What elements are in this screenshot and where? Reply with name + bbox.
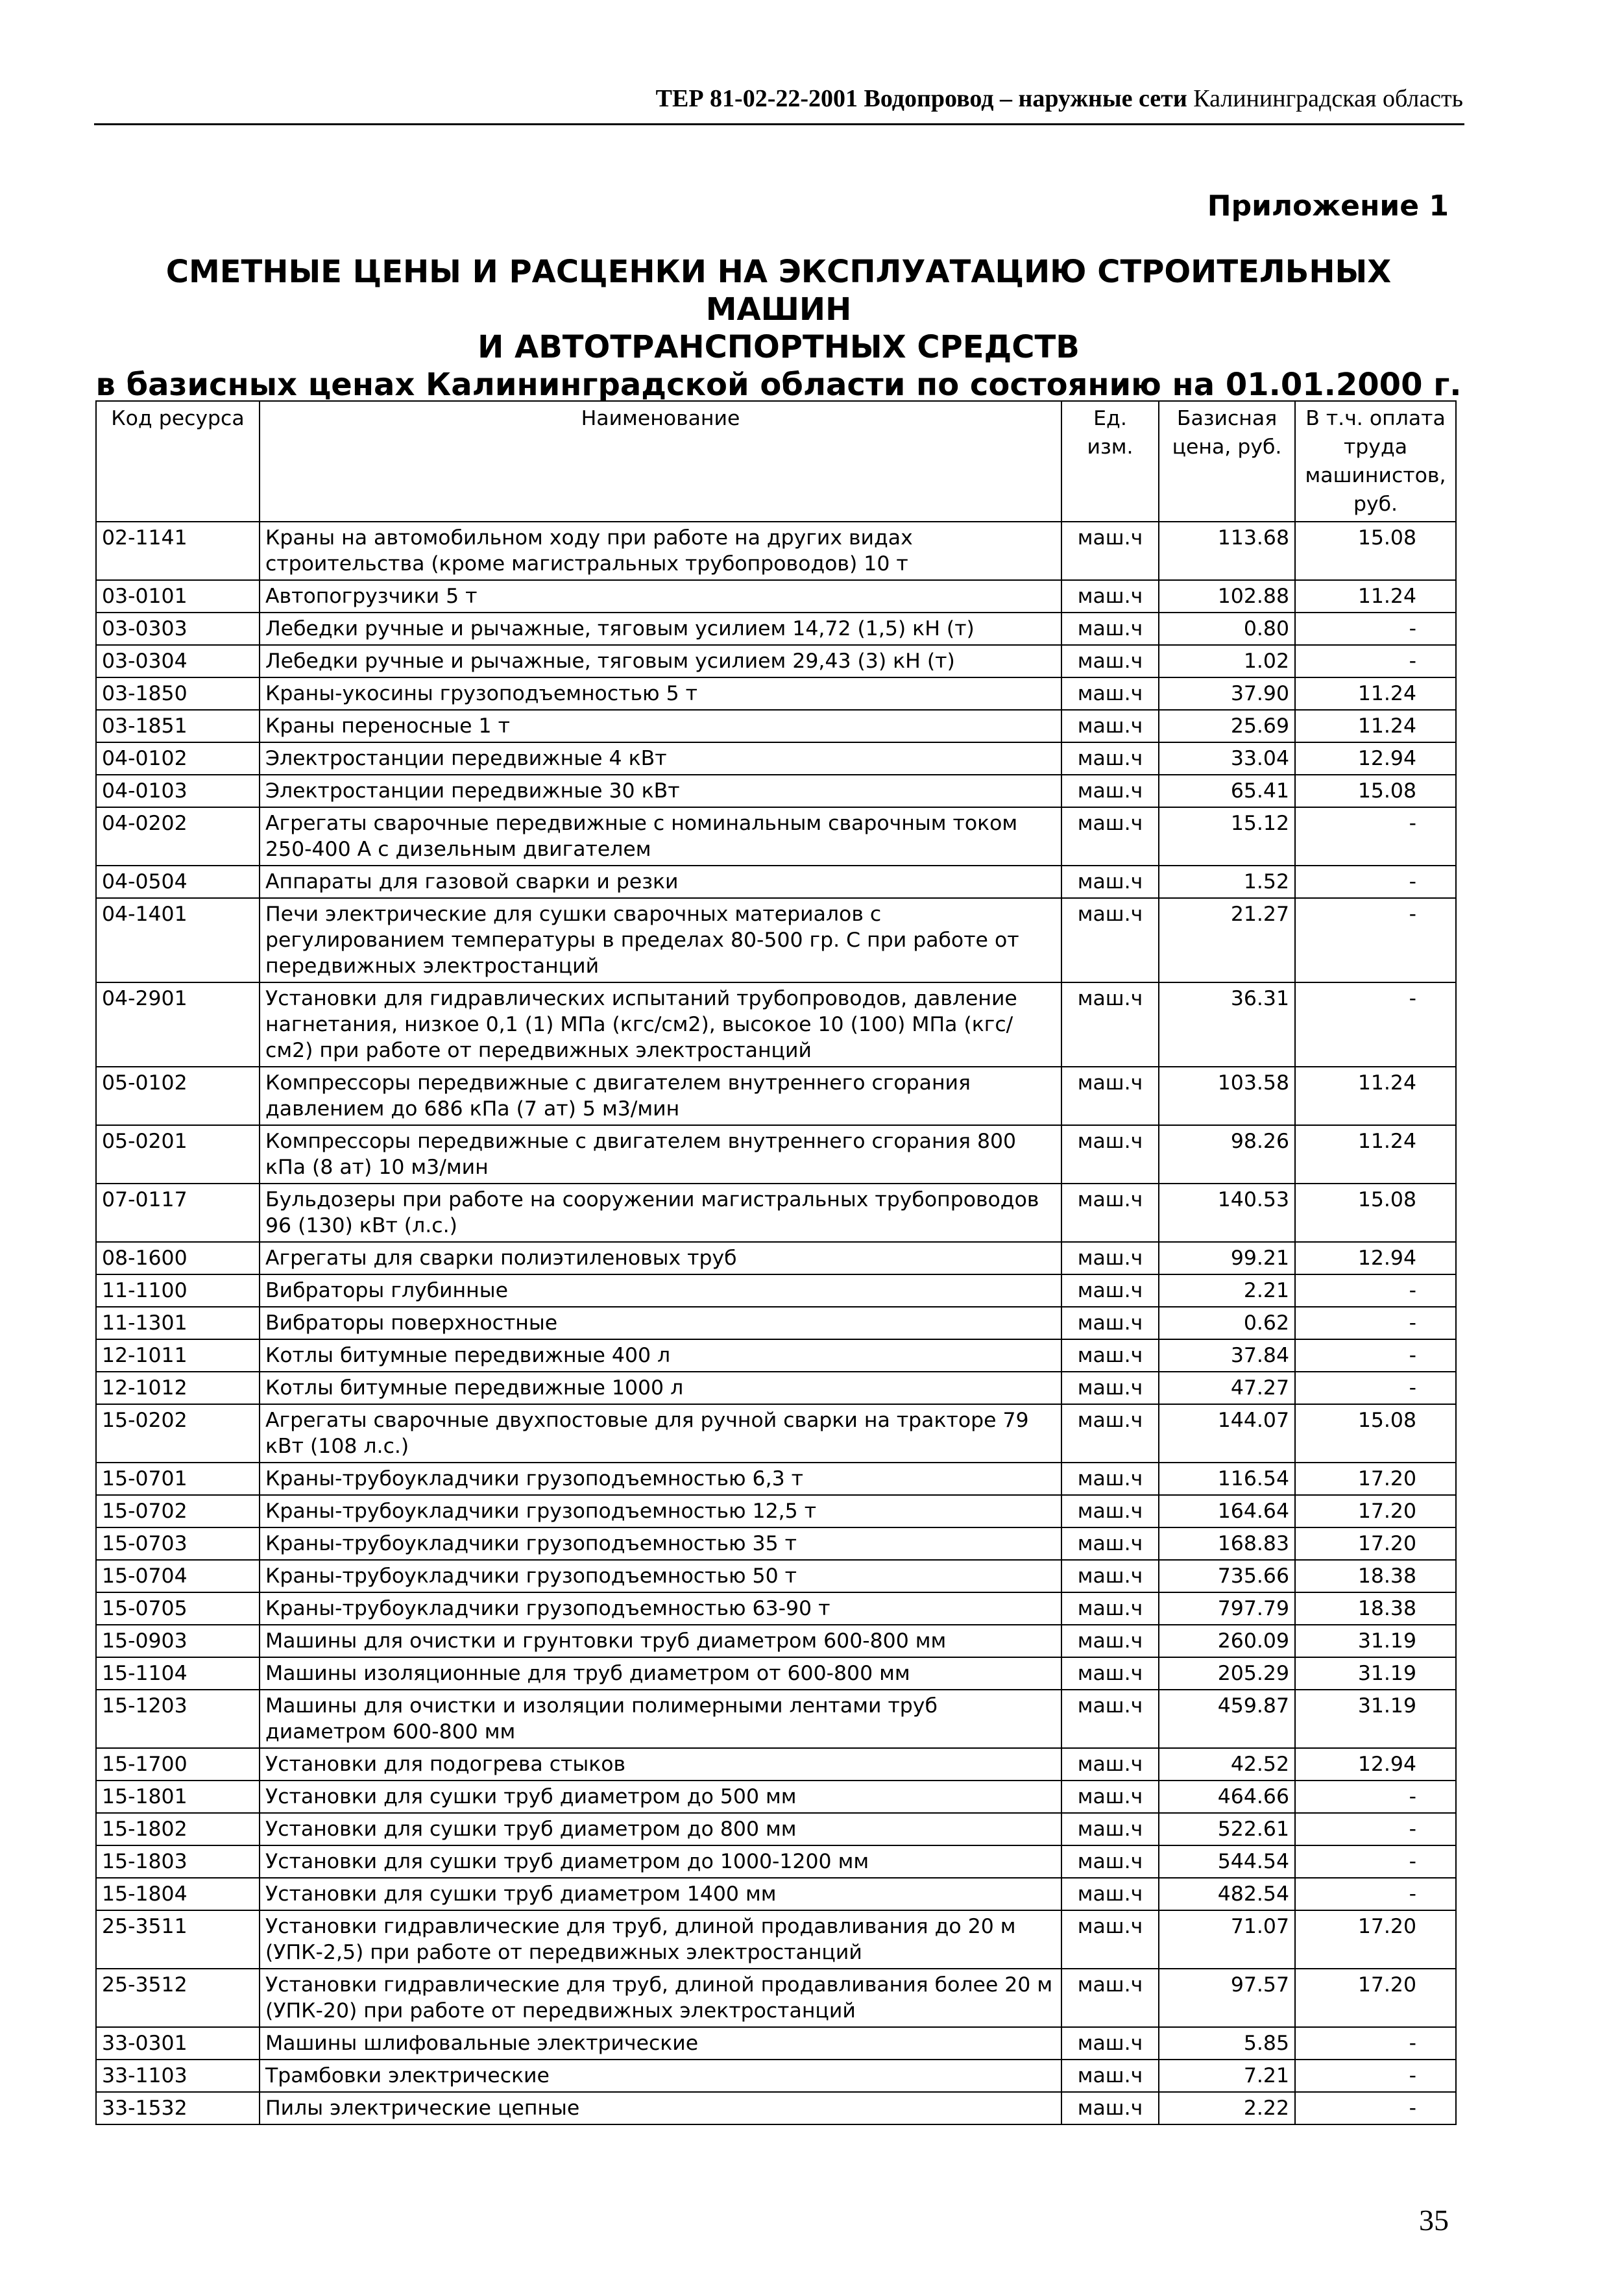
table-row [96, 1845, 1456, 1878]
cell-labor: 12.94 [1295, 1748, 1456, 1781]
table-row [96, 677, 1456, 710]
cell-price: 116.54 [1159, 1463, 1295, 1495]
cell-name: Установки гидравлические для труб, длиной продавливания более 20 м (УПК-20) при работе от передвижных электростанций [260, 1969, 1061, 2027]
cell-name: Установки для подогрева стыков [260, 1748, 1061, 1781]
table-row [96, 1067, 1456, 1125]
table-row [96, 1242, 1456, 1274]
cell-unit: маш.ч [1061, 1781, 1159, 1813]
cell-code: 15-0702 [96, 1495, 260, 1527]
cell-price: 459.87 [1159, 1690, 1295, 1748]
page-number: 35 [1419, 2204, 1449, 2237]
cell-price: 164.64 [1159, 1495, 1295, 1527]
cell-price: 102.88 [1159, 580, 1295, 613]
table-row [96, 1878, 1456, 1910]
cell-labor: 12.94 [1295, 742, 1456, 775]
cell-labor: - [1295, 2092, 1456, 2124]
table-row [96, 1910, 1456, 1969]
cell-unit: маш.ч [1061, 645, 1159, 677]
document-title [94, 253, 1463, 404]
table-row [96, 1781, 1456, 1813]
appendix-label: Приложение 1 [1207, 189, 1449, 223]
cell-unit: маш.ч [1061, 2060, 1159, 2092]
cell-unit: маш.ч [1061, 522, 1159, 580]
cell-unit: маш.ч [1061, 982, 1159, 1067]
cell-labor: - [1295, 1307, 1456, 1339]
cell-labor: 11.24 [1295, 580, 1456, 613]
cell-unit: маш.ч [1061, 866, 1159, 898]
cell-code: 15-1203 [96, 1690, 260, 1748]
cell-name: Трамбовки электрические [260, 2060, 1061, 2092]
cell-labor: 11.24 [1295, 1125, 1456, 1184]
column-header-name: Наименование [260, 401, 1061, 522]
cell-unit: маш.ч [1061, 1910, 1159, 1969]
cell-labor: 31.19 [1295, 1690, 1456, 1748]
cell-unit: маш.ч [1061, 1495, 1159, 1527]
cell-code: 03-0304 [96, 645, 260, 677]
cell-unit: маш.ч [1061, 1813, 1159, 1845]
cell-code: 04-1401 [96, 898, 260, 982]
cell-labor: - [1295, 1339, 1456, 1372]
cell-price: 168.83 [1159, 1527, 1295, 1560]
cell-labor: 17.20 [1295, 1527, 1456, 1560]
table-row [96, 1625, 1456, 1657]
title-line-3: в базисных ценах Калининградской области по состоянию на 01.01.2000 г. [95, 367, 1462, 403]
cell-name: Вибраторы глубинные [260, 1274, 1061, 1307]
cell-price: 65.41 [1159, 775, 1295, 807]
cell-price: 42.52 [1159, 1748, 1295, 1781]
cell-price: 0.80 [1159, 613, 1295, 645]
table-row [96, 1404, 1456, 1463]
cell-price: 15.12 [1159, 807, 1295, 866]
cell-price: 735.66 [1159, 1560, 1295, 1592]
cell-labor: - [1295, 898, 1456, 982]
table-row [96, 1592, 1456, 1625]
running-header [94, 84, 1463, 113]
cell-price: 522.61 [1159, 1813, 1295, 1845]
cell-name: Краны-трубоукладчики грузоподъемностью 50 т [260, 1560, 1061, 1592]
cell-name: Установки для сушки труб диаметром 1400 мм [260, 1878, 1061, 1910]
cell-unit: маш.ч [1061, 1463, 1159, 1495]
table-row [96, 645, 1456, 677]
cell-price: 37.84 [1159, 1339, 1295, 1372]
cell-unit: маш.ч [1061, 1274, 1159, 1307]
cell-labor: 17.20 [1295, 1463, 1456, 1495]
cell-unit: маш.ч [1061, 898, 1159, 982]
cell-labor: 15.08 [1295, 522, 1456, 580]
cell-unit: маш.ч [1061, 1657, 1159, 1690]
cell-name: Лебедки ручные и рычажные, тяговым усилием 14,72 (1,5) кН (т) [260, 613, 1061, 645]
document-code: ТЕР 81-02-22-2001 Водопровод – наружные сети [655, 85, 1187, 112]
cell-price: 482.54 [1159, 1878, 1295, 1910]
cell-labor: - [1295, 1781, 1456, 1813]
cell-unit: маш.ч [1061, 1969, 1159, 2027]
cell-price: 464.66 [1159, 1781, 1295, 1813]
table-row [96, 982, 1456, 1067]
cell-code: 15-1803 [96, 1845, 260, 1878]
cell-code: 04-0202 [96, 807, 260, 866]
cell-labor: 11.24 [1295, 710, 1456, 742]
cell-price: 1.02 [1159, 645, 1295, 677]
table-row [96, 1339, 1456, 1372]
cell-unit: маш.ч [1061, 1592, 1159, 1625]
cell-labor: 11.24 [1295, 1067, 1456, 1125]
cell-unit: маш.ч [1061, 1748, 1159, 1781]
table-body [96, 522, 1456, 2124]
cell-labor: 31.19 [1295, 1657, 1456, 1690]
table-row [96, 742, 1456, 775]
table-row [96, 2060, 1456, 2092]
cell-price: 71.07 [1159, 1910, 1295, 1969]
cell-unit: маш.ч [1061, 1307, 1159, 1339]
cell-code: 05-0201 [96, 1125, 260, 1184]
cell-code: 15-1802 [96, 1813, 260, 1845]
cell-price: 144.07 [1159, 1404, 1295, 1463]
cell-name: Установки для сушки труб диаметром до 500 мм [260, 1781, 1061, 1813]
cell-name: Агрегаты сварочные передвижные с номинальным сварочным током 250-400 А с дизельным двигателем [260, 807, 1061, 866]
cell-unit: маш.ч [1061, 1690, 1159, 1748]
cell-price: 21.27 [1159, 898, 1295, 982]
cell-labor: - [1295, 1372, 1456, 1404]
cell-unit: маш.ч [1061, 1560, 1159, 1592]
table-row [96, 807, 1456, 866]
cell-unit: маш.ч [1061, 1878, 1159, 1910]
cell-price: 25.69 [1159, 710, 1295, 742]
cell-price: 140.53 [1159, 1184, 1295, 1242]
cell-labor: 18.38 [1295, 1560, 1456, 1592]
cell-price: 47.27 [1159, 1372, 1295, 1404]
cell-unit: маш.ч [1061, 1125, 1159, 1184]
cell-name: Вибраторы поверхностные [260, 1307, 1061, 1339]
cell-code: 25-3512 [96, 1969, 260, 2027]
cell-unit: маш.ч [1061, 807, 1159, 866]
cell-code: 04-0102 [96, 742, 260, 775]
cell-name: Машины шлифовальные электрические [260, 2027, 1061, 2060]
cell-labor: 17.20 [1295, 1495, 1456, 1527]
price-table [95, 400, 1457, 2125]
cell-price: 5.85 [1159, 2027, 1295, 2060]
cell-code: 04-0103 [96, 775, 260, 807]
cell-code: 15-1104 [96, 1657, 260, 1690]
cell-code: 02-1141 [96, 522, 260, 580]
cell-labor: - [1295, 807, 1456, 866]
cell-code: 25-3511 [96, 1910, 260, 1969]
table-row [96, 1969, 1456, 2027]
cell-code: 04-2901 [96, 982, 260, 1067]
cell-name: Аппараты для газовой сварки и резки [260, 866, 1061, 898]
cell-price: 260.09 [1159, 1625, 1295, 1657]
cell-labor: - [1295, 1845, 1456, 1878]
table-row [96, 2027, 1456, 2060]
table-row [96, 898, 1456, 982]
cell-labor: - [1295, 645, 1456, 677]
cell-code: 15-0703 [96, 1527, 260, 1560]
table-row [96, 1657, 1456, 1690]
cell-name: Котлы битумные передвижные 400 л [260, 1339, 1061, 1372]
cell-code: 12-1011 [96, 1339, 260, 1372]
cell-labor: - [1295, 1878, 1456, 1910]
table-row [96, 1690, 1456, 1748]
cell-name: Агрегаты для сварки полиэтиленовых труб [260, 1242, 1061, 1274]
title-line-1: СМЕТНЫЕ ЦЕНЫ И РАСЦЕНКИ НА ЭКСПЛУАТАЦИЮ СТРОИТЕЛЬНЫХ МАШИН [165, 254, 1392, 328]
cell-name: Компрессоры передвижные с двигателем внутреннего сгорания давлением до 686 кПа (7 ат) 5 м3/мин [260, 1067, 1061, 1125]
cell-unit: маш.ч [1061, 1067, 1159, 1125]
table-row [96, 710, 1456, 742]
cell-name: Агрегаты сварочные двухпостовые для ручной сварки на тракторе 79 кВт (108 л.с.) [260, 1404, 1061, 1463]
cell-price: 99.21 [1159, 1242, 1295, 1274]
cell-labor: 15.08 [1295, 1184, 1456, 1242]
cell-name: Котлы битумные передвижные 1000 л [260, 1372, 1061, 1404]
cell-unit: маш.ч [1061, 2027, 1159, 2060]
cell-unit: маш.ч [1061, 1242, 1159, 1274]
cell-unit: маш.ч [1061, 710, 1159, 742]
cell-labor: 31.19 [1295, 1625, 1456, 1657]
cell-name: Машины для очистки и грунтовки труб диаметром 600-800 мм [260, 1625, 1061, 1657]
cell-name: Машины для очистки и изоляции полимерными лентами труб диаметром 600-800 мм [260, 1690, 1061, 1748]
cell-code: 08-1600 [96, 1242, 260, 1274]
cell-labor: - [1295, 2060, 1456, 2092]
cell-code: 15-0705 [96, 1592, 260, 1625]
cell-labor: 15.08 [1295, 775, 1456, 807]
cell-labor: 17.20 [1295, 1910, 1456, 1969]
column-header-unit: Ед. изм. [1061, 401, 1159, 522]
table-row [96, 613, 1456, 645]
table-row [96, 775, 1456, 807]
cell-code: 15-0202 [96, 1404, 260, 1463]
cell-name: Электростанции передвижные 4 кВт [260, 742, 1061, 775]
cell-name: Установки для сушки труб диаметром до 800 мм [260, 1813, 1061, 1845]
cell-price: 2.22 [1159, 2092, 1295, 2124]
cell-unit: маш.ч [1061, 1404, 1159, 1463]
cell-name: Автопогрузчики 5 т [260, 580, 1061, 613]
cell-name: Установки для сушки труб диаметром до 1000-1200 мм [260, 1845, 1061, 1878]
cell-unit: маш.ч [1061, 1527, 1159, 1560]
table-header-row [96, 401, 1456, 522]
cell-unit: маш.ч [1061, 677, 1159, 710]
cell-labor: 17.20 [1295, 1969, 1456, 2027]
column-header-code: Код ресурса [96, 401, 260, 522]
cell-name: Краны-трубоукладчики грузоподъемностью 6,3 т [260, 1463, 1061, 1495]
cell-price: 97.57 [1159, 1969, 1295, 2027]
cell-name: Установки для гидравлических испытаний трубопроводов, давление нагнетания, низкое 0,1 (1) МПа (кгс/см2), высокое 10 (100) МПа (кгс/см2) при работе от передвижных электростанций [260, 982, 1061, 1067]
cell-code: 12-1012 [96, 1372, 260, 1404]
cell-code: 07-0117 [96, 1184, 260, 1242]
table-row [96, 1372, 1456, 1404]
cell-code: 15-0704 [96, 1560, 260, 1592]
cell-price: 98.26 [1159, 1125, 1295, 1184]
cell-labor: - [1295, 982, 1456, 1067]
cell-code: 03-1850 [96, 677, 260, 710]
table-row [96, 1463, 1456, 1495]
cell-labor: - [1295, 1813, 1456, 1845]
cell-price: 797.79 [1159, 1592, 1295, 1625]
cell-code: 15-1804 [96, 1878, 260, 1910]
cell-name: Краны-укосины грузоподъемностью 5 т [260, 677, 1061, 710]
cell-code: 15-1801 [96, 1781, 260, 1813]
cell-price: 33.04 [1159, 742, 1295, 775]
cell-name: Краны-трубоукладчики грузоподъемностью 12,5 т [260, 1495, 1061, 1527]
cell-unit: маш.ч [1061, 775, 1159, 807]
cell-price: 7.21 [1159, 2060, 1295, 2092]
cell-unit: маш.ч [1061, 742, 1159, 775]
cell-code: 05-0102 [96, 1067, 260, 1125]
cell-code: 33-1103 [96, 2060, 260, 2092]
table-row [96, 1527, 1456, 1560]
table-row [96, 1813, 1456, 1845]
cell-code: 33-0301 [96, 2027, 260, 2060]
table-row [96, 1184, 1456, 1242]
cell-code: 04-0504 [96, 866, 260, 898]
cell-unit: маш.ч [1061, 1372, 1159, 1404]
cell-labor: 18.38 [1295, 1592, 1456, 1625]
table-row [96, 1307, 1456, 1339]
cell-labor: 12.94 [1295, 1242, 1456, 1274]
cell-price: 544.54 [1159, 1845, 1295, 1878]
cell-name: Краны-трубоукладчики грузоподъемностью 63-90 т [260, 1592, 1061, 1625]
cell-code: 11-1100 [96, 1274, 260, 1307]
cell-name: Пилы электрические цепные [260, 2092, 1061, 2124]
region-name: Калининградская область [1193, 85, 1463, 112]
cell-price: 113.68 [1159, 522, 1295, 580]
cell-unit: маш.ч [1061, 580, 1159, 613]
table-row [96, 1274, 1456, 1307]
cell-name: Лебедки ручные и рычажные, тяговым усилием 29,43 (3) кН (т) [260, 645, 1061, 677]
cell-unit: маш.ч [1061, 1339, 1159, 1372]
cell-price: 37.90 [1159, 677, 1295, 710]
cell-code: 11-1301 [96, 1307, 260, 1339]
cell-code: 15-0701 [96, 1463, 260, 1495]
table-row [96, 522, 1456, 580]
cell-name: Краны переносные 1 т [260, 710, 1061, 742]
cell-unit: маш.ч [1061, 613, 1159, 645]
cell-labor: - [1295, 613, 1456, 645]
cell-code: 33-1532 [96, 2092, 260, 2124]
table-row [96, 2092, 1456, 2124]
table-row [96, 580, 1456, 613]
cell-code: 03-0303 [96, 613, 260, 645]
cell-name: Установки гидравлические для труб, длиной продавливания до 20 м (УПК-2,5) при работе от передвижных электростанций [260, 1910, 1061, 1969]
cell-code: 15-0903 [96, 1625, 260, 1657]
cell-price: 0.62 [1159, 1307, 1295, 1339]
cell-price: 1.52 [1159, 866, 1295, 898]
column-header-price: Базисная цена, руб. [1159, 401, 1295, 522]
cell-name: Электростанции передвижные 30 кВт [260, 775, 1061, 807]
table-row [96, 1560, 1456, 1592]
cell-name: Печи электрические для сушки сварочных материалов с регулированием температуры в пределах 80-500 гр. С при работе от передвижных электростанций [260, 898, 1061, 982]
column-header-labor: В т.ч. оплата труда машинистов, руб. [1295, 401, 1456, 522]
cell-code: 03-0101 [96, 580, 260, 613]
cell-unit: маш.ч [1061, 1184, 1159, 1242]
cell-price: 103.58 [1159, 1067, 1295, 1125]
cell-name: Краны на автомобильном ходу при работе на других видах строительства (кроме магистральных трубопроводов) 10 т [260, 522, 1061, 580]
cell-price: 205.29 [1159, 1657, 1295, 1690]
cell-labor: - [1295, 1274, 1456, 1307]
cell-price: 36.31 [1159, 982, 1295, 1067]
cell-unit: маш.ч [1061, 1625, 1159, 1657]
title-line-2: И АВТОТРАНСПОРТНЫХ СРЕДСТВ [478, 329, 1080, 365]
header-divider [94, 123, 1464, 125]
cell-unit: маш.ч [1061, 2092, 1159, 2124]
cell-price: 2.21 [1159, 1274, 1295, 1307]
cell-name: Компрессоры передвижные с двигателем внутреннего сгорания 800 кПа (8 ат) 10 м3/мин [260, 1125, 1061, 1184]
cell-unit: маш.ч [1061, 1845, 1159, 1878]
cell-code: 15-1700 [96, 1748, 260, 1781]
cell-labor: - [1295, 866, 1456, 898]
cell-labor: - [1295, 2027, 1456, 2060]
cell-name: Бульдозеры при работе на сооружении магистральных трубопроводов 96 (130) кВт (л.с.) [260, 1184, 1061, 1242]
table-row [96, 1125, 1456, 1184]
table-row [96, 1748, 1456, 1781]
cell-name: Краны-трубоукладчики грузоподъемностью 35 т [260, 1527, 1061, 1560]
cell-name: Машины изоляционные для труб диаметром от 600-800 мм [260, 1657, 1061, 1690]
table-row [96, 866, 1456, 898]
cell-code: 03-1851 [96, 710, 260, 742]
cell-labor: 11.24 [1295, 677, 1456, 710]
cell-labor: 15.08 [1295, 1404, 1456, 1463]
table-row [96, 1495, 1456, 1527]
